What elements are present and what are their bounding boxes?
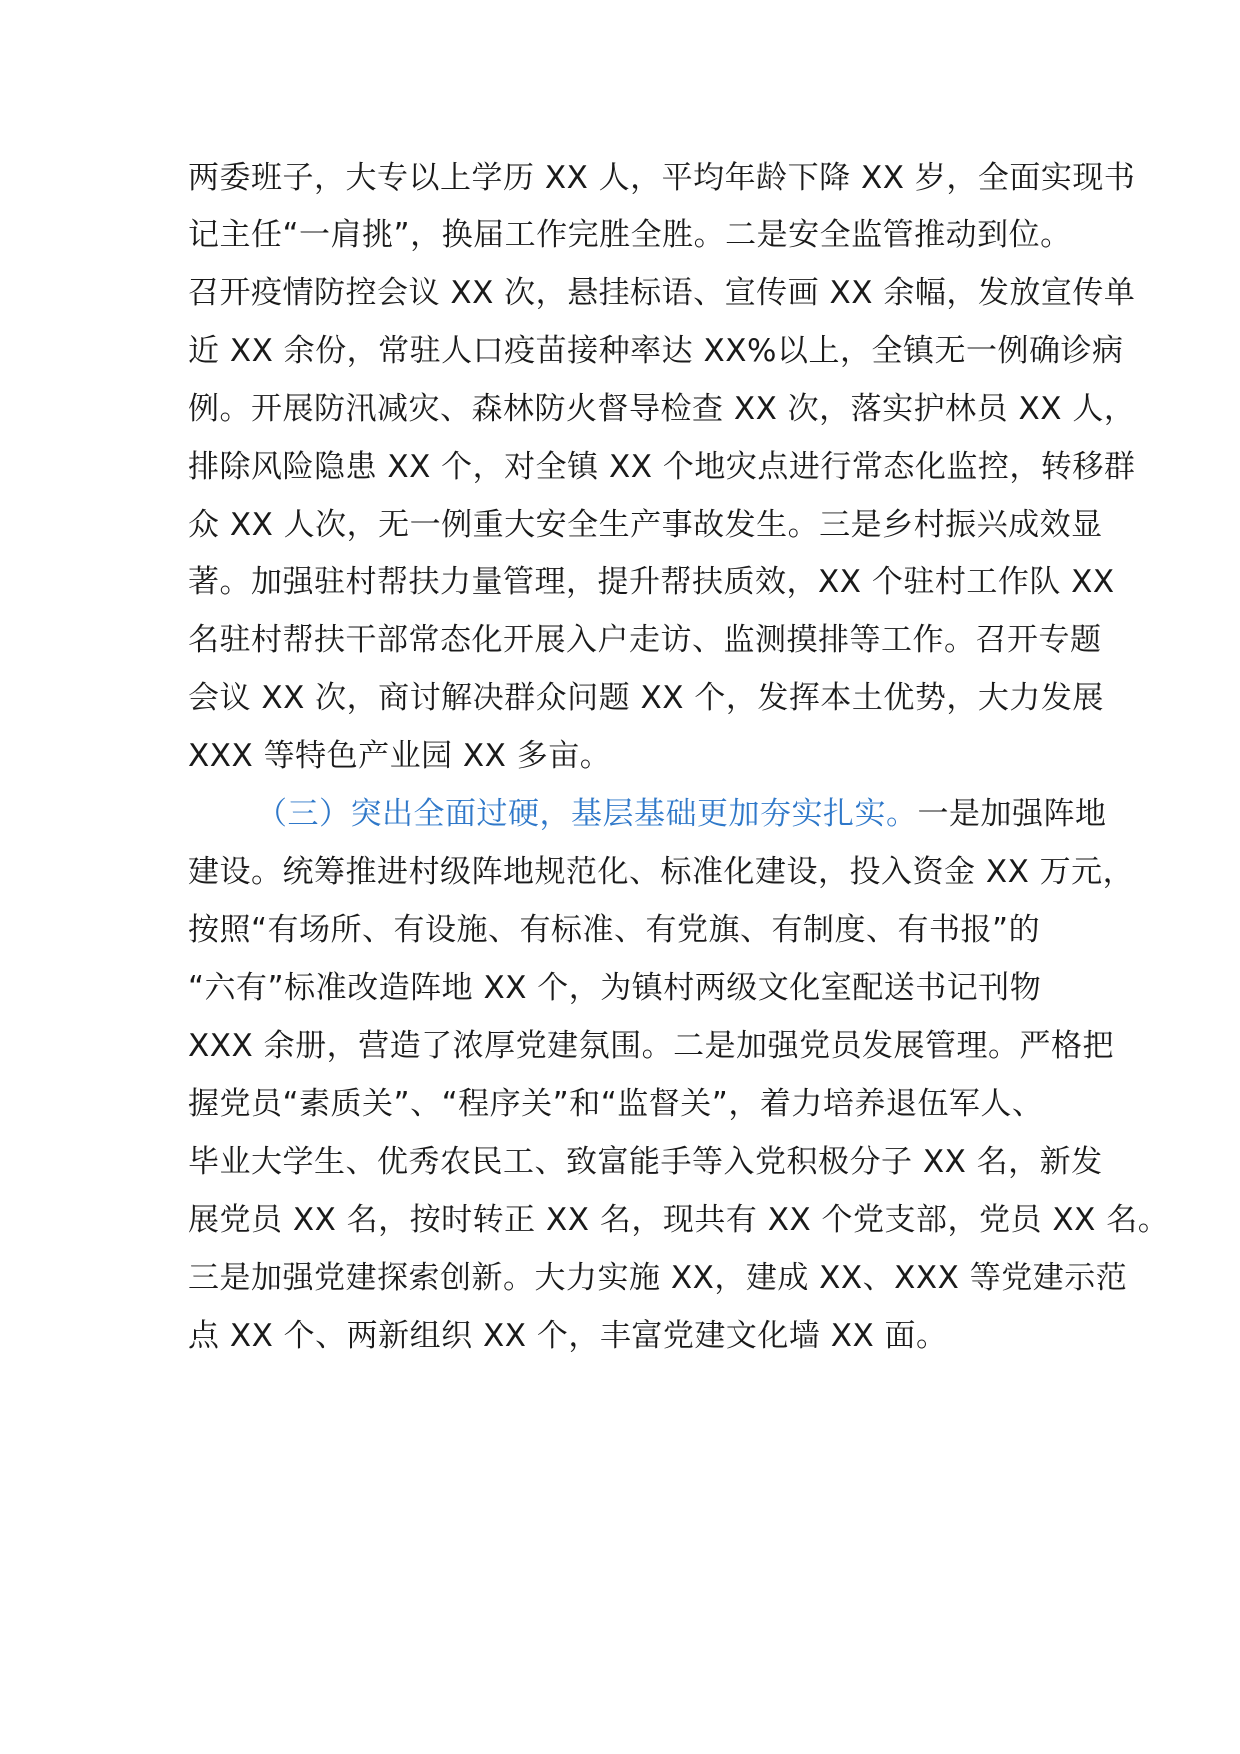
paragraph-1-line-2: 记主任“一肩挑”，换届工作完胜全胜。二是安全监管推动到位。 [188, 217, 1072, 253]
paragraph-1-line-6: 排除风险隐患 XX 个，对全镇 XX 个地灾点进行常态化监控，转移群 [188, 449, 1136, 485]
paragraph-1-line-7: 众 XX 人次，无一例重大安全生产事故发生。三是乡村振兴成效显 [188, 507, 1103, 543]
section-heading: （三）突出全面过硬，基层基础更加夯实扎实。 [256, 796, 918, 832]
paragraph-1-line-10: 会议 XX 次，商讨解决群众问题 XX 个，发挥本土优势，大力发展 [188, 680, 1104, 716]
paragraph-1-line-11: XXX 等特色产业园 XX 多亩。 [188, 738, 612, 774]
paragraph-2-line-2: 建设。统筹推进村级阵地规范化、标准化建设，投入资金 XX 万元， [188, 854, 1135, 890]
paragraph-1-line-8: 著。加强驻村帮扶力量管理，提升帮扶质效，XX 个驻村工作队 XX [188, 564, 1115, 600]
paragraph-2-line-10: 点 XX 个、两新组织 XX 个，丰富党建文化墙 XX 面。 [188, 1318, 948, 1354]
paragraph-2-line-8: 展党员 XX 名，按时转正 XX 名，现共有 XX 个党支部，党员 XX 名。 [188, 1202, 1170, 1238]
paragraph-1-line-9: 名驻村帮扶干部常态化开展入户走访、监测摸排等工作。召开专题 [188, 622, 1102, 658]
paragraph-2-first-line-text: 一是加强阵地 [917, 796, 1107, 832]
paragraph-1-line-5: 例。开展防汛减灾、森林防火督导检查 XX 次，落实护林员 XX 人， [188, 391, 1136, 427]
paragraph-1-line-1: 两委班子，大专以上学历 XX 人，平均年龄下降 XX 岁，全面实现书 [188, 160, 1136, 196]
paragraph-2-line-5: XXX 余册，营造了浓厚党建氛围。二是加强党员发展管理。严格把 [188, 1028, 1115, 1064]
paragraph-1-line-3: 召开疫情防控会议 XX 次，悬挂标语、宣传画 XX 余幅，发放宣传单 [188, 275, 1136, 311]
paragraph-1-line-4: 近 XX 余份，常驻人口疫苗接种率达 XX%以上，全镇无一例确诊病 [188, 333, 1124, 369]
paragraph-2-line-4: “六有”标准改造阵地 XX 个，为镇村两级文化室配送书记刊物 [188, 970, 1042, 1006]
paragraph-2-line-6: 握党员“素质关”、“程序关”和“监督关”，着力培养退伍军人、 [188, 1086, 1044, 1122]
paragraph-2-first-line [256, 794, 1136, 834]
paragraph-2-line-3: 按照“有场所、有设施、有标准、有党旗、有制度、有书报”的 [188, 912, 1041, 948]
paragraph-2-line-9: 三是加强党建探索创新。大力实施 XX，建成 XX、XXX 等党建示范 [188, 1260, 1128, 1296]
paragraph-2-line-7: 毕业大学生、优秀农民工、致富能手等入党积极分子 XX 名，新发 [188, 1144, 1103, 1180]
